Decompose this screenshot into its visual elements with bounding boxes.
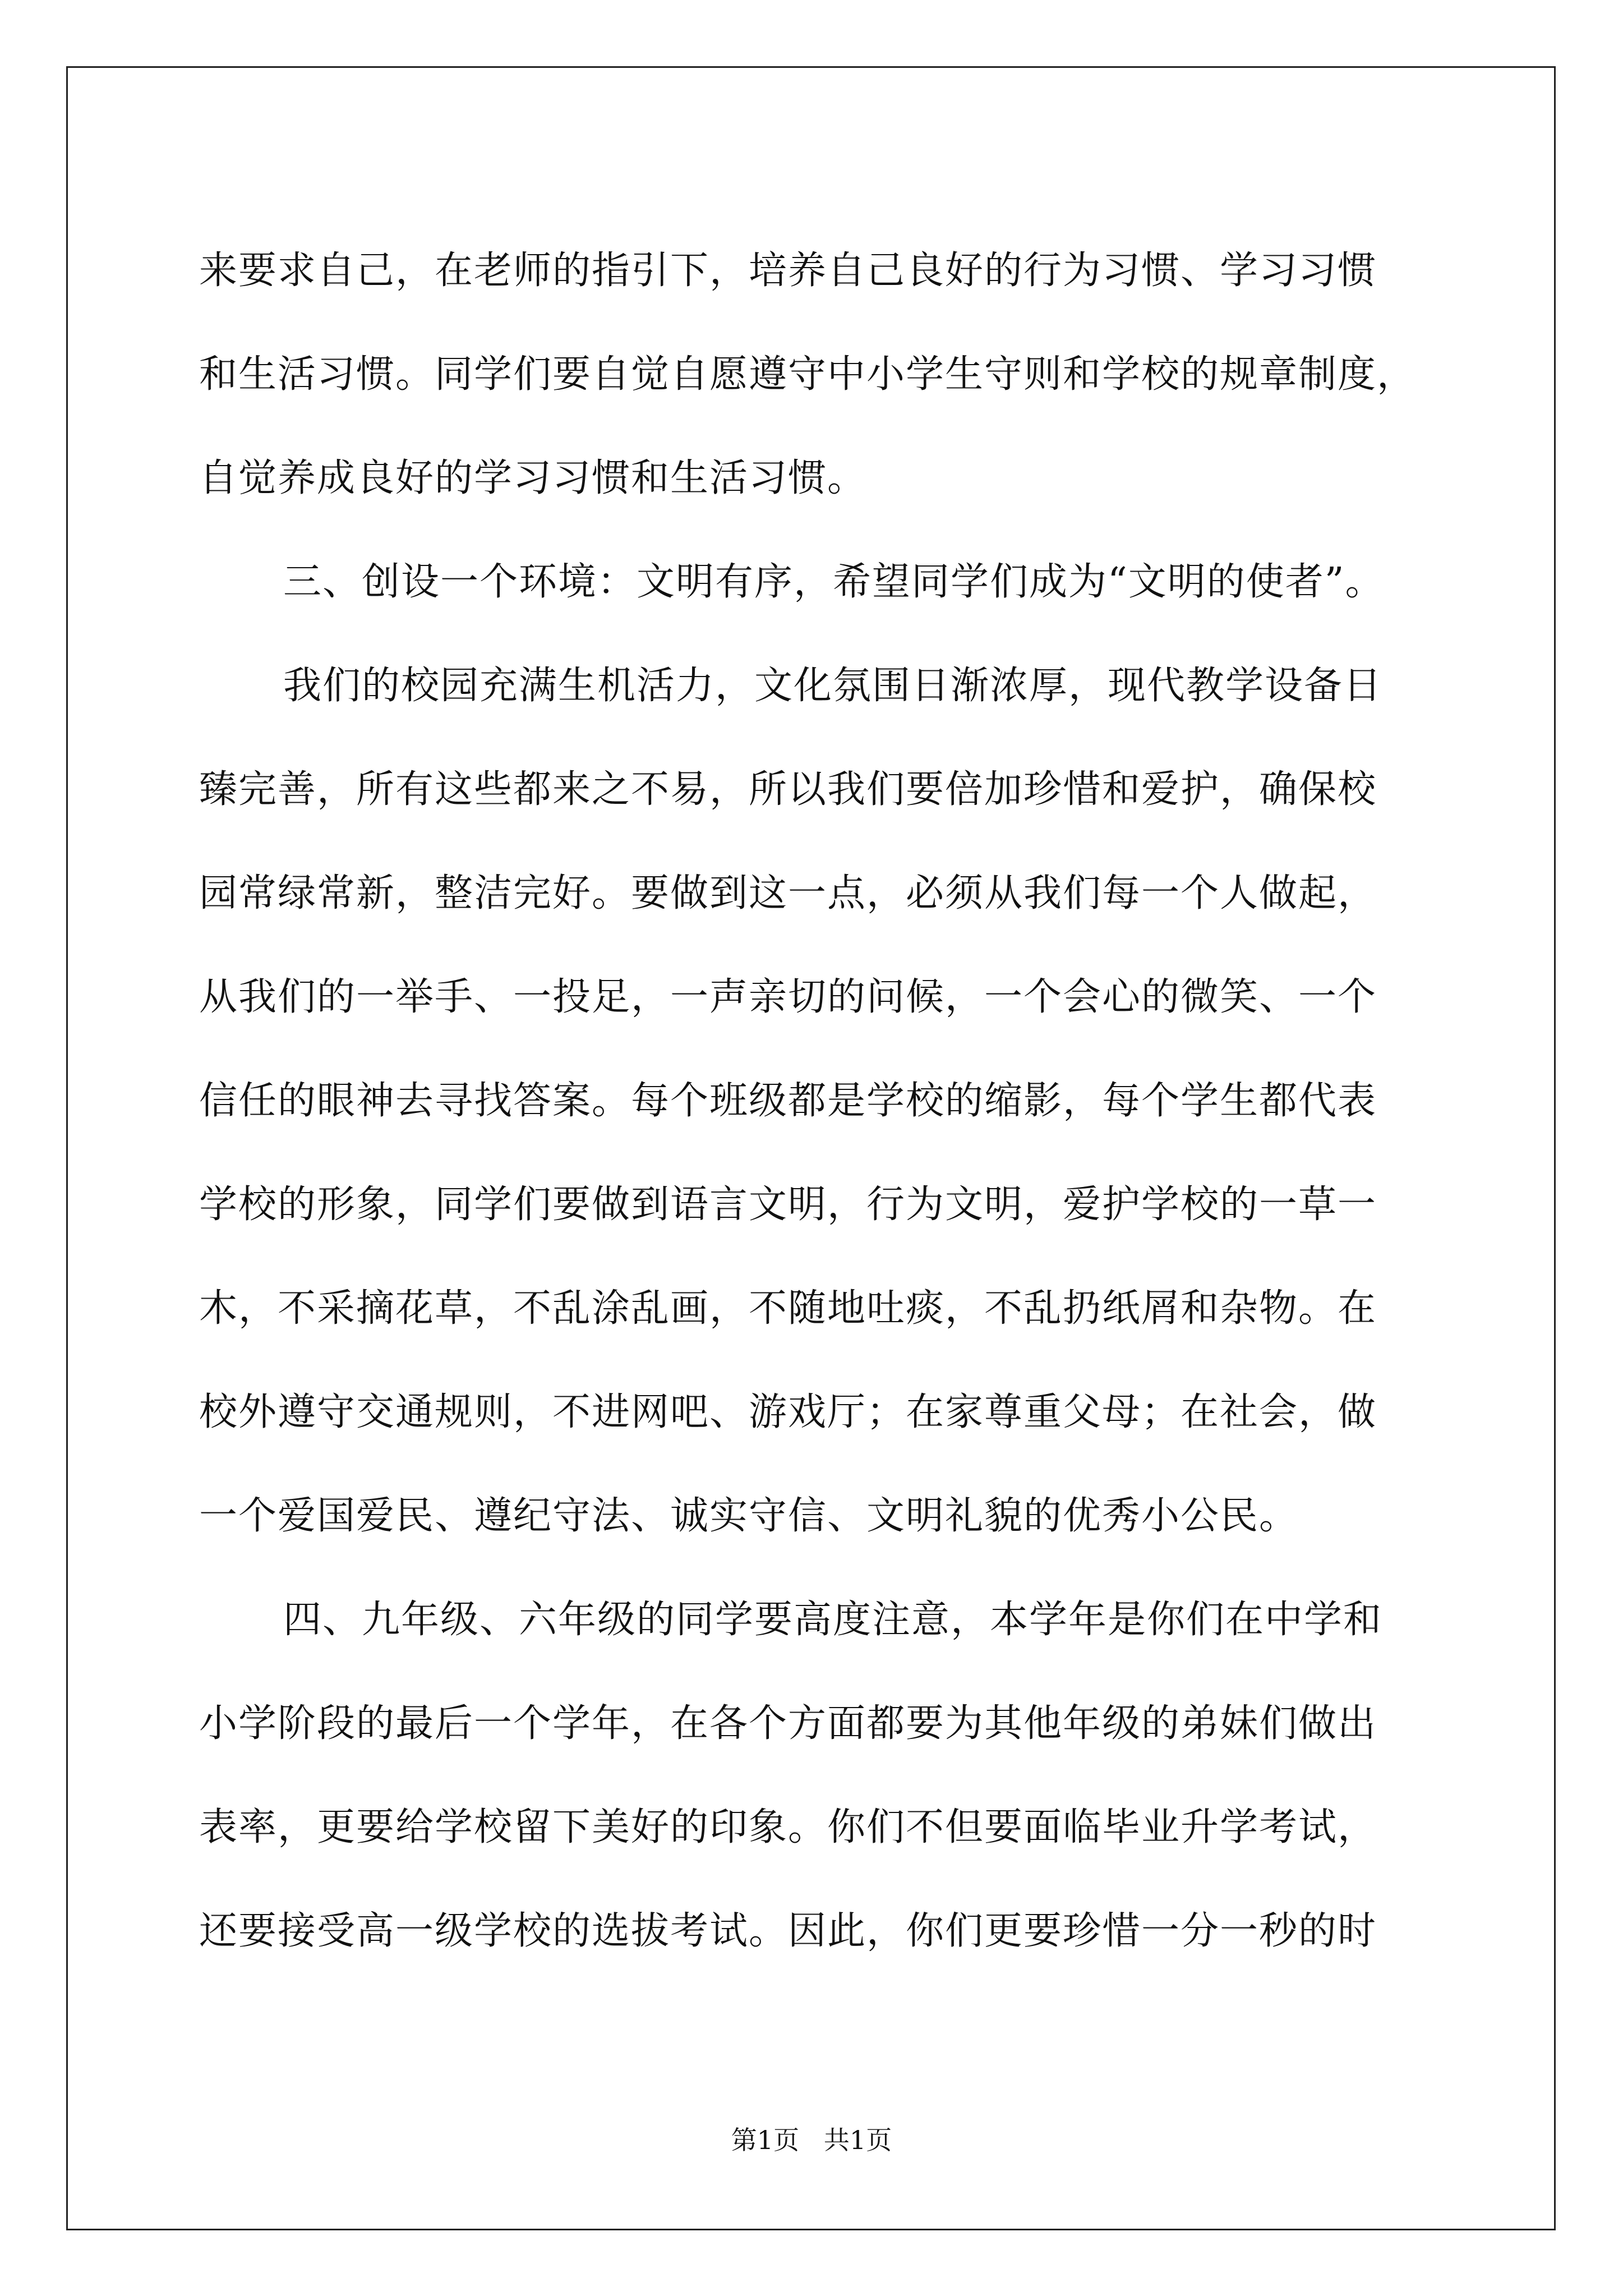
text-line: 木，不采摘花草，不乱涂乱画，不随地吐痰，不乱扔纸屑和杂物。在 [199, 1286, 1377, 1331]
text-line: 表率，更要给学校留下美好的印象。你们不但要面临毕业升学考试， [199, 1805, 1377, 1849]
text-line: 自觉养成良好的学习习惯和生活习惯。 [199, 456, 867, 500]
text-line: 从我们的一举手、一投足，一声亲切的问候，一个会心的微笑、一个 [199, 975, 1377, 1019]
text-line: 校外遵守交通规则，不进网吧、游戏厅；在家尊重父母；在社会，做 [199, 1390, 1377, 1434]
text-line: 一个爱国爱民、遵纪守法、诚实守信、文明礼貌的优秀小公民。 [199, 1494, 1299, 1538]
text-line: 来要求自己，在老师的指引下，培养自己良好的行为习惯、学习习惯 [199, 249, 1377, 293]
text-line: 小学阶段的最后一个学年，在各个方面都要为其他年级的弟妹们做出 [199, 1701, 1377, 1746]
text-line: 园常绿常新，整洁完好。要做到这一点，必须从我们每一个人做起， [199, 871, 1377, 915]
text-line: 信任的眼神去寻找答案。每个班级都是学校的缩影，每个学生都代表 [199, 1079, 1377, 1123]
text-line: 三、创设一个环境：文明有序，希望同学们成为“文明的使者”。 [283, 560, 1385, 604]
text-line: 还要接受高一级学校的选拔考试。因此，你们更要珍惜一分一秒的时 [199, 1909, 1377, 1953]
text-line: 臻完善，所有这些都来之不易，所以我们要倍加珍惜和爱护，确保校 [199, 767, 1377, 812]
text-line: 我们的校园充满生机活力，文化氛围日渐浓厚，现代教学设备日 [283, 664, 1383, 708]
text-line: 四、九年级、六年级的同学要高度注意，本学年是你们在中学和 [283, 1598, 1383, 1642]
document-body [199, 219, 1461, 1983]
page-footer: 第1页 共1页 [731, 2125, 892, 2155]
text-line: 和生活习惯。同学们要自觉自愿遵守中小学生守则和学校的规章制度， [199, 352, 1417, 397]
text-line: 学校的形象，同学们要做到语言文明，行为文明，爱护学校的一草一 [199, 1182, 1377, 1227]
